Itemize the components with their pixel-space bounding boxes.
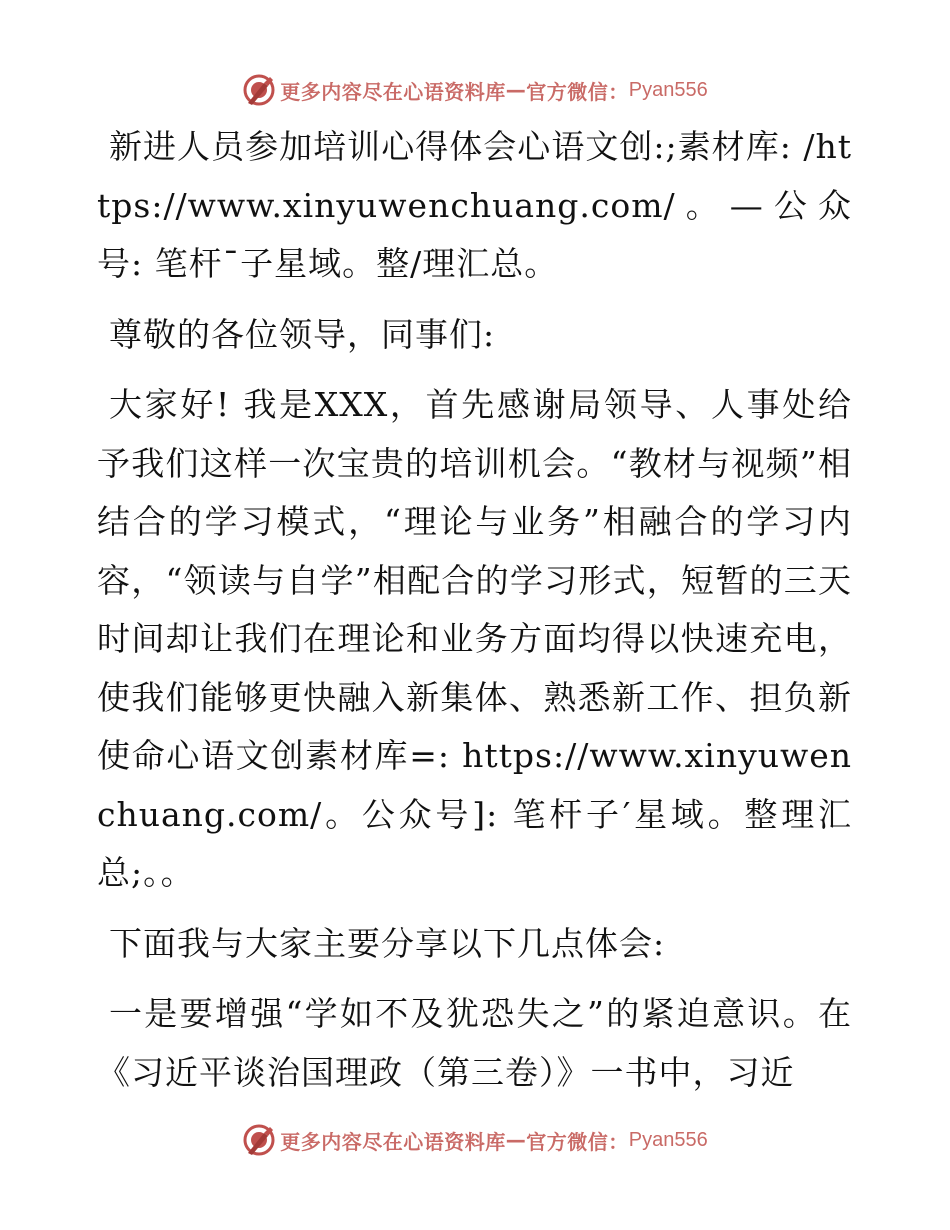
banner-wechat-label: 官方微信： xyxy=(526,1129,629,1154)
banner-text: 更多内容尽在心语资料库 xyxy=(280,1129,506,1154)
banner-wechat-id: Pyan556 xyxy=(628,1128,708,1151)
banner-wechat-label: 官方微信： xyxy=(526,79,629,104)
pen-logo-icon xyxy=(242,73,276,107)
footer-banner xyxy=(0,1120,950,1160)
pen-logo-icon xyxy=(242,1123,276,1157)
header-banner xyxy=(0,70,950,110)
paragraph-greeting: 大家好! 我是XXX，首先感谢局领导、人事处给予我们这样一次宝贵的培训机会。“教材与视频”相结合的学习模式，“理论与业务”相融合的学习内容，“领读与自学”相配合的学习形式，短暂的三天时间却让我们在理论和业务方面均得以快速充电，使我们能够更快融入新集体、熟悉新工作、担负新使命心语文创素材库=: https://www.xinyuwenchuang.com/。公众号]: 笔杆子′星域。整理汇总;。。 xyxy=(97,385,852,892)
paragraph-share: 下面我与大家主要分享以下几点体会: xyxy=(109,923,666,963)
banner-dash: — xyxy=(505,1128,527,1152)
paragraph-intro: 新进人员参加培训心得体会心语文创:;素材库: /https://www.xinyuwenchuang.com/。—公众号: 笔杆¯子星域。整/理汇总。 xyxy=(97,127,852,283)
document-body xyxy=(97,118,852,1114)
banner-wechat-id: Pyan556 xyxy=(628,78,708,101)
banner-dash: — xyxy=(505,78,527,102)
paragraph-point-one: 一是要增强“学如不及犹恐失之”的紧迫意识。在《习近平谈治国理政（第三卷）》一书中，习近 xyxy=(97,994,852,1092)
banner-text: 更多内容尽在心语资料库 xyxy=(280,79,506,104)
paragraph-salutation: 尊敬的各位领导，同事们: xyxy=(109,314,496,354)
